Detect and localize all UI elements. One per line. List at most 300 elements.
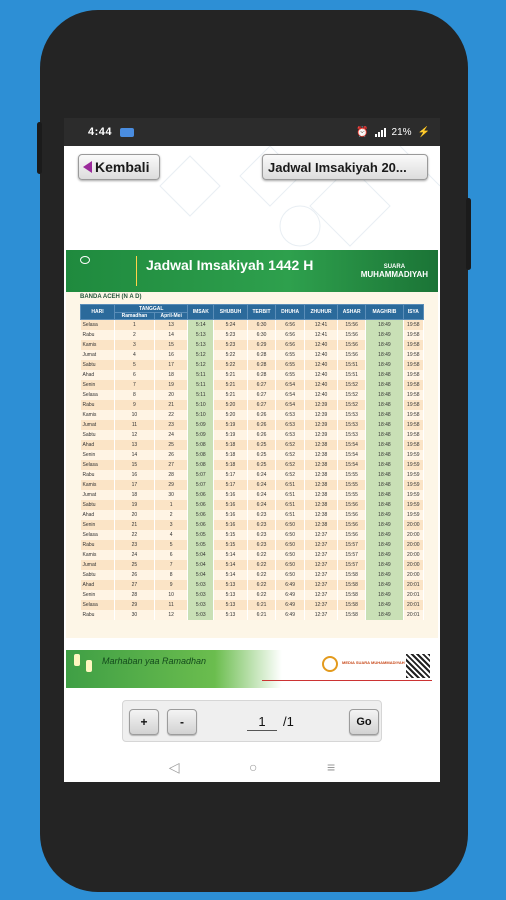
table-cell: 5:08: [188, 460, 214, 470]
table-cell: 18: [154, 370, 188, 380]
table-row: [81, 560, 424, 570]
table-cell: Selasa: [81, 600, 115, 610]
table-cell: 5:23: [214, 340, 248, 350]
zoom-in-button[interactable]: +: [129, 709, 159, 735]
table-cell: 19:58: [403, 340, 423, 350]
table-cell: 6:54: [276, 380, 305, 390]
table-cell: 27: [115, 580, 155, 590]
table-cell: 9: [115, 400, 155, 410]
table-cell: 20:00: [403, 520, 423, 530]
table-cell: 12:40: [304, 340, 337, 350]
table-cell: 22: [115, 530, 155, 540]
table-cell: 12:37: [304, 590, 337, 600]
table-cell: 3: [115, 340, 155, 350]
table-cell: 18:49: [366, 520, 403, 530]
table-cell: 6:53: [276, 430, 305, 440]
table-cell: 6:24: [247, 500, 276, 510]
table-cell: 27: [154, 460, 188, 470]
table-cell: 20:00: [403, 550, 423, 560]
col-april-mei: April-Mei: [154, 313, 188, 320]
table-cell: 29: [154, 480, 188, 490]
table-cell: 19:59: [403, 470, 423, 480]
back-button[interactable]: [78, 154, 160, 180]
table-cell: 25: [115, 560, 155, 570]
table-cell: Sabtu: [81, 570, 115, 580]
table-cell: 5:11: [188, 390, 214, 400]
table-row: [81, 520, 424, 530]
table-cell: 6: [115, 370, 155, 380]
table-cell: 20:01: [403, 610, 423, 620]
status-bar: [64, 118, 440, 146]
table-cell: Sabtu: [81, 430, 115, 440]
table-cell: 20:00: [403, 530, 423, 540]
table-cell: 5:04: [188, 570, 214, 580]
imsakiyah-table: [80, 304, 424, 620]
table-row: [81, 370, 424, 380]
table-cell: 12:38: [304, 470, 337, 480]
table-cell: 6:54: [276, 390, 305, 400]
table-cell: 2: [115, 330, 155, 340]
col-isya: ISYA: [403, 305, 423, 320]
table-row: [81, 390, 424, 400]
table-cell: Sabtu: [81, 500, 115, 510]
table-cell: 5:13: [214, 580, 248, 590]
table-row: [81, 580, 424, 590]
table-cell: 6:21: [247, 610, 276, 620]
table-cell: 6:23: [247, 530, 276, 540]
table-cell: 19:59: [403, 450, 423, 460]
table-row: [81, 450, 424, 460]
table-cell: 18:48: [366, 370, 403, 380]
table-cell: 12:40: [304, 350, 337, 360]
table-cell: Rabu: [81, 470, 115, 480]
table-cell: 6:50: [276, 540, 305, 550]
table-cell: 11: [115, 420, 155, 430]
table-cell: 12:39: [304, 410, 337, 420]
table-row: [81, 380, 424, 390]
table-cell: 15:58: [338, 590, 366, 600]
table-cell: Selasa: [81, 460, 115, 470]
table-row: [81, 590, 424, 600]
table-row: [81, 550, 424, 560]
table-cell: 15:53: [338, 420, 366, 430]
table-cell: 5:04: [188, 560, 214, 570]
table-cell: 18:49: [366, 570, 403, 580]
page-navigator: [122, 700, 382, 742]
table-cell: 18:48: [366, 490, 403, 500]
table-cell: 12:38: [304, 500, 337, 510]
table-cell: 5:18: [214, 460, 248, 470]
table-cell: Sabtu: [81, 360, 115, 370]
power-button: [466, 198, 471, 270]
table-cell: 15:56: [338, 330, 366, 340]
alarm-icon: ⏰: [356, 126, 369, 138]
table-cell: Ahad: [81, 510, 115, 520]
table-cell: 18:48: [366, 450, 403, 460]
notification-icon: [120, 128, 134, 137]
table-cell: 5:16: [214, 490, 248, 500]
table-cell: 5:13: [214, 610, 248, 620]
table-cell: 19:58: [403, 400, 423, 410]
table-cell: 6:27: [247, 380, 276, 390]
table-row: [81, 460, 424, 470]
table-cell: 5:20: [214, 400, 248, 410]
table-cell: 8: [115, 390, 155, 400]
table-cell: 5:22: [214, 350, 248, 360]
table-cell: 6:51: [276, 480, 305, 490]
page-number-input[interactable]: [247, 713, 277, 731]
col-dhuha: DHUHA: [276, 305, 305, 320]
table-cell: 6:49: [276, 590, 305, 600]
table-cell: 6:30: [247, 330, 276, 340]
table-cell: 1: [115, 320, 155, 330]
table-cell: 5:05: [188, 530, 214, 540]
imsakiyah-sheet: [66, 250, 438, 638]
table-cell: Senin: [81, 380, 115, 390]
table-cell: 5:13: [188, 330, 214, 340]
table-cell: 20:00: [403, 560, 423, 570]
table-row: [81, 340, 424, 350]
table-cell: 5:03: [188, 590, 214, 600]
table-cell: 12:38: [304, 510, 337, 520]
nav-back-icon[interactable]: ◁: [168, 758, 180, 775]
table-cell: 15:58: [338, 570, 366, 580]
sun-emblem-icon: [322, 656, 338, 672]
table-cell: 19:59: [403, 500, 423, 510]
table-cell: 6:55: [276, 360, 305, 370]
table-cell: 12:38: [304, 520, 337, 530]
table-cell: 12:39: [304, 400, 337, 410]
table-row: [81, 430, 424, 440]
table-cell: 15:56: [338, 520, 366, 530]
nav-recents-icon[interactable]: ≡: [327, 759, 336, 775]
table-cell: Jumat: [81, 490, 115, 500]
table-cell: 5:07: [188, 480, 214, 490]
table-cell: 5:12: [188, 350, 214, 360]
table-cell: 19:58: [403, 330, 423, 340]
table-cell: 16: [115, 470, 155, 480]
signal-icon: [375, 128, 386, 137]
table-cell: 15:52: [338, 380, 366, 390]
col-zhuhur: ZHUHUR: [304, 305, 337, 320]
table-cell: 15:56: [338, 320, 366, 330]
table-cell: 17: [115, 480, 155, 490]
table-cell: 19: [115, 500, 155, 510]
promo-footer-line: [262, 680, 432, 685]
table-cell: 5:19: [214, 430, 248, 440]
table-cell: 15:52: [338, 400, 366, 410]
table-row: [81, 360, 424, 370]
banner-divider: [136, 256, 137, 286]
document-title-label: Jadwal Imsakiyah 20...: [268, 159, 407, 175]
ramadhan-promo-banner: [66, 650, 438, 688]
sheet-title: Jadwal Imsakiyah 1442 H: [146, 257, 314, 273]
charging-icon: ⚡: [417, 126, 430, 138]
table-cell: 6:30: [247, 320, 276, 330]
table-cell: 6:22: [247, 570, 276, 580]
lantern-icon: [86, 660, 92, 672]
table-cell: 13: [154, 320, 188, 330]
table-cell: 5:23: [214, 330, 248, 340]
table-cell: 12:37: [304, 550, 337, 560]
table-cell: 6:25: [247, 460, 276, 470]
system-nav-bar: [64, 752, 440, 782]
table-cell: 5:18: [214, 450, 248, 460]
table-cell: 5:03: [188, 600, 214, 610]
table-cell: 6:52: [276, 460, 305, 470]
table-cell: 19:59: [403, 480, 423, 490]
table-row: [81, 480, 424, 490]
back-arrow-icon: [83, 161, 92, 173]
table-cell: 5:06: [188, 520, 214, 530]
table-cell: 5:16: [214, 500, 248, 510]
table-cell: Rabu: [81, 540, 115, 550]
table-cell: 18:49: [366, 330, 403, 340]
table-cell: 22: [154, 410, 188, 420]
table-cell: 18: [115, 490, 155, 500]
table-cell: 5:15: [214, 530, 248, 540]
table-cell: Rabu: [81, 610, 115, 620]
muhammadiyah-logo-icon: [80, 256, 90, 264]
table-cell: 15: [154, 340, 188, 350]
battery-level: 21%: [391, 126, 412, 138]
table-cell: 5:04: [188, 550, 214, 560]
table-cell: 25: [154, 440, 188, 450]
table-cell: 12:38: [304, 440, 337, 450]
table-cell: 5:06: [188, 510, 214, 520]
table-cell: 5:14: [214, 560, 248, 570]
table-cell: 7: [115, 380, 155, 390]
table-cell: 19:58: [403, 350, 423, 360]
table-cell: 20: [154, 390, 188, 400]
volume-button: [37, 122, 42, 174]
table-cell: 20:01: [403, 600, 423, 610]
table-cell: 18:48: [366, 460, 403, 470]
table-cell: 24: [115, 550, 155, 560]
table-cell: 19:58: [403, 430, 423, 440]
table-cell: 19:58: [403, 370, 423, 380]
table-cell: 6:28: [247, 360, 276, 370]
table-cell: 6: [154, 550, 188, 560]
table-cell: 5:09: [188, 430, 214, 440]
table-cell: Jumat: [81, 420, 115, 430]
table-row: [81, 490, 424, 500]
table-cell: Selasa: [81, 390, 115, 400]
table-cell: 6:51: [276, 510, 305, 520]
col-tanggal: TANGGAL: [115, 305, 188, 313]
table-cell: 6:49: [276, 610, 305, 620]
table-cell: Rabu: [81, 330, 115, 340]
table-cell: 26: [154, 450, 188, 460]
table-row: [81, 530, 424, 540]
table-row: [81, 570, 424, 580]
table-cell: 15:56: [338, 340, 366, 350]
table-row: [81, 410, 424, 420]
table-cell: 6:27: [247, 390, 276, 400]
table-cell: 12:39: [304, 420, 337, 430]
table-cell: 15:56: [338, 530, 366, 540]
table-cell: 6:53: [276, 410, 305, 420]
table-cell: 5:24: [214, 320, 248, 330]
table-cell: 7: [154, 560, 188, 570]
table-cell: 5:22: [214, 360, 248, 370]
table-cell: 15:57: [338, 560, 366, 570]
table-cell: 6:27: [247, 400, 276, 410]
table-cell: 15:53: [338, 410, 366, 420]
table-cell: 23: [154, 420, 188, 430]
table-cell: 15:54: [338, 460, 366, 470]
table-row: [81, 600, 424, 610]
brand-logo: [361, 264, 428, 279]
table-cell: 18:48: [366, 440, 403, 450]
table-cell: 18:49: [366, 340, 403, 350]
table-cell: 4: [115, 350, 155, 360]
table-cell: 18:49: [366, 560, 403, 570]
table-row: [81, 320, 424, 330]
table-cell: 6:49: [276, 580, 305, 590]
zoom-out-button[interactable]: -: [167, 709, 197, 735]
table-cell: 6:55: [276, 370, 305, 380]
table-cell: 6:22: [247, 590, 276, 600]
table-cell: 18:49: [366, 540, 403, 550]
table-cell: 19:58: [403, 440, 423, 450]
table-cell: 19:58: [403, 410, 423, 420]
table-cell: 15:58: [338, 580, 366, 590]
table-cell: 5:08: [188, 450, 214, 460]
nav-home-icon[interactable]: ○: [249, 759, 258, 775]
table-cell: 5:06: [188, 500, 214, 510]
table-cell: 6:22: [247, 550, 276, 560]
table-cell: 18:48: [366, 420, 403, 430]
table-cell: 1: [154, 500, 188, 510]
table-cell: 12:38: [304, 460, 337, 470]
table-cell: 12:38: [304, 490, 337, 500]
table-cell: 5:13: [188, 340, 214, 350]
table-cell: 5: [154, 540, 188, 550]
table-cell: 19:58: [403, 320, 423, 330]
table-cell: 12:41: [304, 320, 337, 330]
qr-code-icon: [406, 654, 430, 678]
table-cell: Selasa: [81, 530, 115, 540]
table-cell: 18:48: [366, 470, 403, 480]
table-cell: 6:25: [247, 440, 276, 450]
table-cell: 6:53: [276, 420, 305, 430]
table-cell: 5:07: [188, 470, 214, 480]
table-row: [81, 400, 424, 410]
table-cell: 18:49: [366, 360, 403, 370]
table-cell: 6:51: [276, 490, 305, 500]
table-cell: 18:49: [366, 350, 403, 360]
table-cell: 10: [115, 410, 155, 420]
table-cell: 6:24: [247, 470, 276, 480]
table-cell: 6:50: [276, 560, 305, 570]
table-cell: 12:37: [304, 570, 337, 580]
table-cell: 20:00: [403, 540, 423, 550]
table-cell: Ahad: [81, 370, 115, 380]
table-cell: 6:50: [276, 530, 305, 540]
table-cell: 24: [154, 430, 188, 440]
table-row: [81, 350, 424, 360]
table-cell: 4: [154, 530, 188, 540]
col-terbit: TERBIT: [247, 305, 276, 320]
table-cell: 18:49: [366, 610, 403, 620]
table-cell: 15: [115, 460, 155, 470]
table-cell: 18:49: [366, 590, 403, 600]
table-cell: 5:16: [214, 510, 248, 520]
table-cell: 6:50: [276, 550, 305, 560]
table-cell: 5:10: [188, 410, 214, 420]
document-title-button[interactable]: [262, 154, 428, 180]
table-cell: Kamis: [81, 550, 115, 560]
sheet-banner: [66, 250, 438, 292]
table-cell: 12:40: [304, 390, 337, 400]
table-cell: 20:01: [403, 590, 423, 600]
table-cell: Senin: [81, 520, 115, 530]
table-cell: 19:58: [403, 360, 423, 370]
table-cell: 6:26: [247, 430, 276, 440]
table-cell: 5:12: [188, 360, 214, 370]
table-cell: 6:56: [276, 320, 305, 330]
table-cell: 6:22: [247, 580, 276, 590]
table-cell: 19:58: [403, 390, 423, 400]
table-cell: 12:40: [304, 360, 337, 370]
table-cell: 6:21: [247, 600, 276, 610]
table-cell: 18:49: [366, 580, 403, 590]
table-cell: 5:20: [214, 410, 248, 420]
table-cell: 12:38: [304, 450, 337, 460]
table-cell: 28: [115, 590, 155, 600]
table-cell: 21: [115, 520, 155, 530]
table-cell: 18:48: [366, 380, 403, 390]
go-button[interactable]: Go: [349, 709, 379, 735]
table-cell: 6:28: [247, 370, 276, 380]
table-cell: 15:54: [338, 440, 366, 450]
table-cell: 18:48: [366, 480, 403, 490]
table-cell: 5:11: [188, 380, 214, 390]
table-cell: 6:55: [276, 350, 305, 360]
table-cell: 29: [115, 600, 155, 610]
table-cell: 5:14: [214, 570, 248, 580]
table-cell: 18:48: [366, 410, 403, 420]
table-cell: 15:56: [338, 500, 366, 510]
table-cell: 5:19: [214, 420, 248, 430]
table-cell: 12:37: [304, 540, 337, 550]
table-cell: 18:49: [366, 600, 403, 610]
table-cell: 19:59: [403, 490, 423, 500]
table-cell: 8: [154, 570, 188, 580]
region-label: BANDA ACEH (N A D): [80, 294, 142, 300]
table-cell: 6:23: [247, 520, 276, 530]
table-cell: Jumat: [81, 560, 115, 570]
table-cell: 6:26: [247, 410, 276, 420]
table-cell: 15:58: [338, 600, 366, 610]
table-cell: 5:05: [188, 540, 214, 550]
table-cell: Senin: [81, 590, 115, 600]
table-cell: Rabu: [81, 400, 115, 410]
table-cell: 5:15: [214, 540, 248, 550]
table-cell: 12:39: [304, 430, 337, 440]
table-cell: 12:37: [304, 600, 337, 610]
table-cell: 3: [154, 520, 188, 530]
table-cell: 15:57: [338, 550, 366, 560]
col-imsak: IMSAK: [188, 305, 214, 320]
table-cell: Kamis: [81, 410, 115, 420]
table-cell: 6:50: [276, 520, 305, 530]
table-cell: 20: [115, 510, 155, 520]
table-cell: 15:56: [338, 510, 366, 520]
table-cell: 6:29: [247, 340, 276, 350]
table-cell: 15:52: [338, 390, 366, 400]
